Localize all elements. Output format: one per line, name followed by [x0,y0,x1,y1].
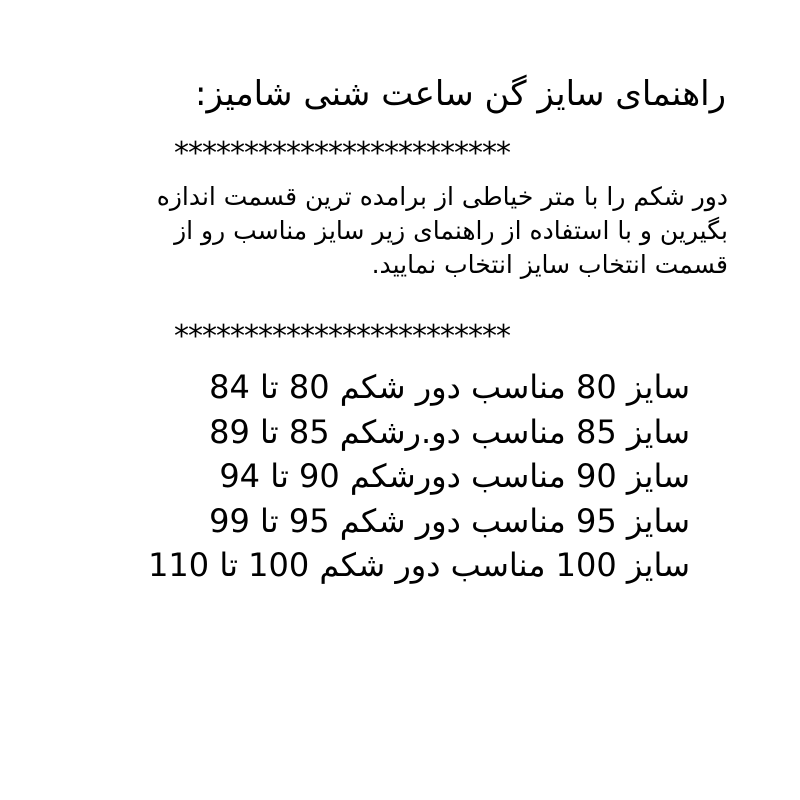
divider-bottom: ************************ [174,319,510,354]
instructions-paragraph [68,180,728,282]
size-guide-item: سایز 85 مناسب دو.رشکم 85 تا 89 [209,412,690,451]
size-guide-item: سایز 90 مناسب دورشکم 90 تا 94 [219,457,690,495]
divider-top: ************************ [174,136,510,171]
instructions-line: قسمت انتخاب سایز انتخاب نمایید. [371,250,728,279]
size-guide-item: سایز 100 مناسب دور شکم 100 تا 110 [148,546,690,584]
size-guide-item: سایز 80 مناسب دور شکم 80 تا 84 [209,368,690,406]
size-guide-item: سایز 95 مناسب دور شکم 95 تا 99 [209,501,690,540]
size-guide-list [148,365,690,588]
page-title: راهنمای سایز گن ساعت شنی شامیز: [194,74,726,114]
instructions-line: دور شکم را با متر خیاطی از برامده ترین قسمت اندازه [156,182,728,211]
instructions-line: بگیرین و با استفاده از راهنمای زیر سایز مناسب رو از [174,216,728,245]
